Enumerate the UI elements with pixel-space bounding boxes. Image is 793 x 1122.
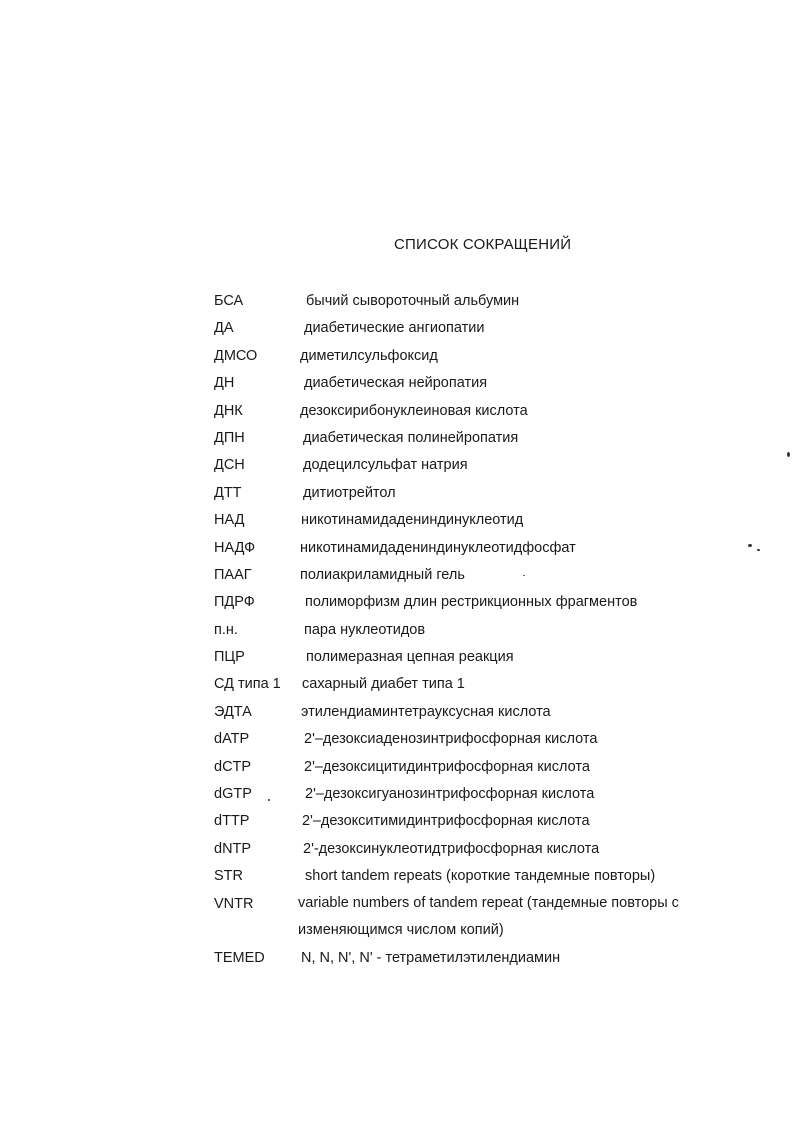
abbreviation-row [214,592,774,619]
abbreviation-row [214,373,774,400]
abbreviation-term: ПААГ [214,566,252,583]
abbreviation-term: ПЦР [214,649,245,666]
abbreviation-row [214,346,774,373]
abbreviation-term: ДСН [214,457,245,474]
abbreviation-row [214,401,774,428]
abbreviation-term: НАД [214,512,245,529]
abbreviation-definition: 2'–дезоксицитидинтрифосфорная кислота [304,758,590,775]
abbreviation-term: БСА [214,293,244,309]
abbreviation-term: п.н. [214,621,238,638]
abbreviation-definition: сахарный диабет типа 1 [302,676,465,693]
abbreviation-definition: полимеразная цепная реакция [306,649,514,666]
abbreviation-row [214,318,774,345]
abbreviation-row [214,839,774,866]
scan-speck [757,549,760,551]
scan-speck [523,575,525,576]
abbreviation-row [214,291,774,318]
abbreviation-definition: никотинамидадениндинуклеотид [301,512,524,529]
abbreviation-term: VNTR [214,895,254,912]
abbreviation-row [214,510,774,537]
abbreviation-term: dCTP [214,758,252,775]
abbreviation-row [214,565,774,592]
abbreviation-row [214,811,774,838]
abbreviation-definition: пара нуклеотидов [304,621,426,638]
abbreviation-definition: полиморфизм длин рестрикционных фрагментов [305,594,638,611]
abbreviation-list [214,291,774,975]
abbreviation-term: STR [214,868,243,885]
abbreviation-term: TEMED [214,949,265,966]
abbreviation-row [214,483,774,510]
scan-speck [787,452,790,457]
abbreviation-term: ДН [214,375,235,392]
abbreviation-definition: short tandem repeats (короткие тандемные повторы) [305,868,656,885]
abbreviation-row [214,702,774,729]
abbreviation-definition: диабетическая полинейропатия [303,429,519,446]
abbreviation-term: ЭДТА [214,703,252,720]
abbreviation-row [214,894,774,948]
abbreviation-definition: никотинамидадениндинуклеотидфосфат [300,539,576,556]
abbreviation-definition: дезоксирибонуклеиновая кислота [300,402,528,419]
abbreviation-definition: 2'-дезоксинуклеотидтрифосфорная кислота [303,840,600,857]
abbreviation-term: ДТТ [214,484,242,501]
abbreviation-definition: дитиотрейтол [303,484,396,501]
abbreviation-term: ДМСО [214,347,258,364]
abbreviation-row [214,729,774,756]
abbreviation-term: ПДРФ [214,594,255,611]
abbreviation-row [214,948,774,975]
abbreviation-row [214,674,774,701]
abbreviation-row [214,538,774,565]
abbreviation-definition: додецилсульфат натрия [303,457,468,474]
abbreviation-term: dTTP [214,813,250,830]
abbreviation-definition: диабетическая нейропатия [304,375,488,392]
abbreviation-definition: 2'–дезоксиаденозинтрифосфорная кислота [304,731,598,748]
abbreviation-term: dGTP [214,786,252,803]
abbreviation-row [214,647,774,674]
abbreviation-term: dNTP [214,840,252,857]
abbreviation-definition: полиакриламидный гель [300,566,465,583]
abbreviation-definition: 2'–дезоксигуанозинтрифосфорная кислота [305,786,595,803]
abbreviation-term: dATP [214,731,250,748]
abbreviation-row [214,757,774,784]
abbreviation-row [214,620,774,647]
scan-speck [268,799,270,801]
abbreviation-term: СД типа 1 [214,676,281,693]
abbreviation-row [214,455,774,482]
abbreviation-term: ДНК [214,402,243,419]
abbreviation-row [214,784,774,811]
page-title: СПИСОК СОКРАЩЕНИЙ [394,236,572,253]
abbreviation-definition: 2'–дезокситимидинтрифосфорная кислота [302,813,590,830]
abbreviation-definition: диметилсульфоксид [300,347,438,364]
abbreviation-definition: бычий сывороточный альбумин [306,293,520,309]
scan-speck [748,544,752,547]
abbreviation-definition: диабетические ангиопатии [304,320,485,337]
abbreviation-definition: N, N, N', N' - тетраметилэтилендиамин [301,949,561,966]
abbreviation-definition: variable numbers of tandem repeat (тандемные повторы с изменяющимся числом копий) [298,894,679,938]
abbreviation-definition: этилендиаминтетрауксусная кислота [301,703,551,720]
abbreviation-term: ДПН [214,429,245,446]
abbreviation-term: НАДФ [214,539,256,556]
abbreviation-term: ДА [214,320,234,337]
abbreviation-row [214,428,774,455]
